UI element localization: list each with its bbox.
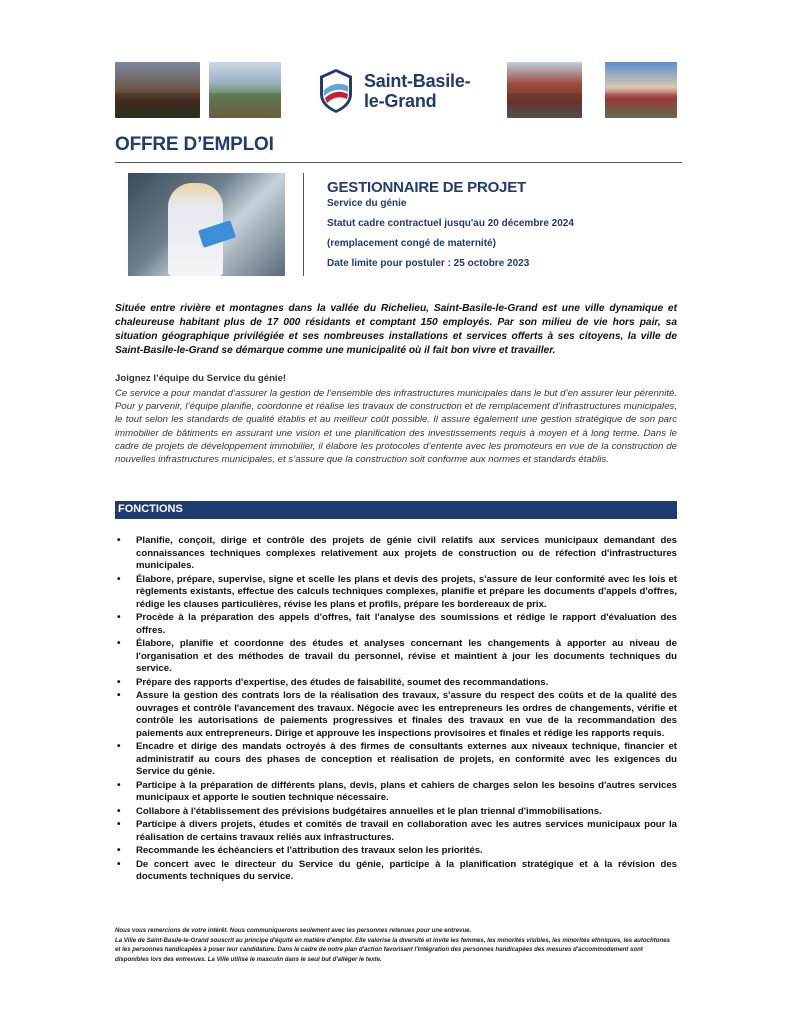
fonctions-heading: FONCTIONS [118,503,183,515]
footer-line2: La Ville de Saint-Basile-le-Grand souscrit au principe d'équité en matière d'emploi. Elle valorise la diversité et invite les femmes, les minorités visibles, les minorités ethniques, les autochtones et les personnes handicapées à poser leur candidature. Dans le cadre de notre plan d'action favorisant l'intégration des personnes handicapées des mesures d'accommodement sont disponibles lors des entrevues. La Ville utilise le masculin dans le seul but d'alléger le texte. [115,936,671,963]
intro-paragraph: Située entre rivière et montagnes dans la vallée du Richelieu, Saint-Basile-le-Grand est une ville dynamique et chaleureuse habitant plus de 17 000 résidants et comptant 150 employés. Par son milieu de vie hors pair, sa situation géographique privilégiée et ses nombreuses installations et services offerts à ses citoyens, la ville de Saint-Basile-le-Grand se démarque comme une municipalité où il fait bon vivre et travailler. [115,303,677,356]
job-deadline: Date limite pour postuler : 25 octobre 2023 [327,258,530,269]
list-item: • Élabore, planifie et coordonne des études et analyses concernant les changements à apporter au niveau de l'organisation et des méthodes de travail du personnel, révise et maintient à jour les documents techniques du service. [117,638,677,674]
list-item: • Procède à la préparation des appels d'offres, fait l'analyse des soumissions et rédige le rapport d'évaluation des offres. [117,612,677,636]
list-item: • Planifie, conçoit, dirige et contrôle des projets de génie civil relatifs aux services municipaux demandant des connaissances techniques complexes relativement aux projets de construction ou de réfection d'infrastructures municipales. [117,535,677,571]
list-item: • Participe à divers projets, études et comités de travail en collaboration avec les autres services municipaux pour la réalisation de certains travaux reliés aux infrastructures. [117,819,677,843]
list-item: • Assure la gestion des contrats lors de la réalisation des travaux, s'assure du respect des coûts et de la qualité des ouvrages et contrôle l'avancement des travaux. Négocie avec les entrepreneurs les ordres de changements, vérifie et contrôle les autorisations de paiements progressives et finales des travaux en vue de la recommandation des paiements aux entrepreneurs. Dirige et approuve les inspections provisoires et finales et rédige les rapports requis. [117,690,677,739]
job-summary [327,179,574,269]
job-replacement: (remplacement congé de maternité) [327,238,496,249]
city-logo [318,66,498,116]
fonctions-list [115,535,677,885]
list-item: • De concert avec le directeur du Service du génie, participe à la planification stratégique et à la révision des documents techniques du service. [117,858,677,882]
hero-photo-engineer [128,173,285,276]
header-photo-church [115,62,200,118]
join-heading: Joignez l’équipe du Service du génie! [115,373,287,384]
list-item: • Collabore à l'établissement des prévisions budgétaires annuelles et le plan triennal d'immobilisations. [117,805,602,817]
header-photo-building [507,62,582,118]
logo-text-line1: Saint-Basile- [364,71,471,91]
logo-text-line2: le-Grand [364,91,437,111]
vertical-divider [303,173,304,276]
page-title: OFFRE D’EMPLOI [115,134,274,155]
list-item: • Élabore, prépare, supervise, signe et scelle les plans et devis des projets, s'assure de leur conformité avec les lois et règlements existants, effectue des calculs techniques complexes, planifie et prépare les documents d'appels d'offres, rédige les clauses particulières, révise les plans et profils, prépare les bordereaux de prix. [117,573,677,610]
list-item: • Prépare des rapports d'expertise, des études de faisabilité, soumet des recommandations. [117,676,549,688]
title-divider [115,162,682,163]
job-title: GESTIONNAIRE DE PROJET [327,179,526,196]
city-shield-icon [318,68,354,114]
header-photo-park [209,62,281,118]
header-photo-library [605,62,677,118]
list-item: • Participe à la préparation de différents plans, devis, plans et cahiers de charges selon les besoins d'autres services municipaux et apporte le soutien technique nécessaire. [117,779,677,803]
list-item: • Recommande les échéanciers et l'attribution des travaux selon les priorités. [117,845,483,856]
job-service: Service du génie [327,198,407,209]
footer-notes [115,926,677,964]
fonctions-header [115,501,677,519]
footer-line1: Nous vous remercions de votre intérêt. Nous communiquerons seulement avec les personnes retenues pour une entrevue. [115,927,472,934]
list-item: • Encadre et dirige des mandats octroyés à des firmes de consultants externes aux niveaux technique, financier et administratif au cours des phases de conception et réalisation de projets, en conformité avec les exigences du Service du génie. [117,741,677,777]
join-paragraph: Ce service a pour mandat d’assurer la gestion de l’ensemble des infrastructures municipales dans le but d’en assurer leur pérennité. Pour y parvenir, l’équipe planifie, coordonne et réalise les travaux de construction et de remplacement d’infrastructures municipales, le tout selon les standards de qualité établis et au meilleur coût possible. Il assure également une gestion stratégique de son parc immobilier de bâtiments en assurant une vision et une planification des investissements requis à moyen et à long terme. Dans le cadre de projets de développement immobilier, il élabore les protocoles d’entente avec les promoteurs en vue de la construction de nouvelles infrastructures municipales, et s’assure que la construction soit conforme aux normes et standards établis. [115,388,677,466]
job-status: Statut cadre contractuel jusqu'au 20 décembre 2024 [327,218,574,229]
